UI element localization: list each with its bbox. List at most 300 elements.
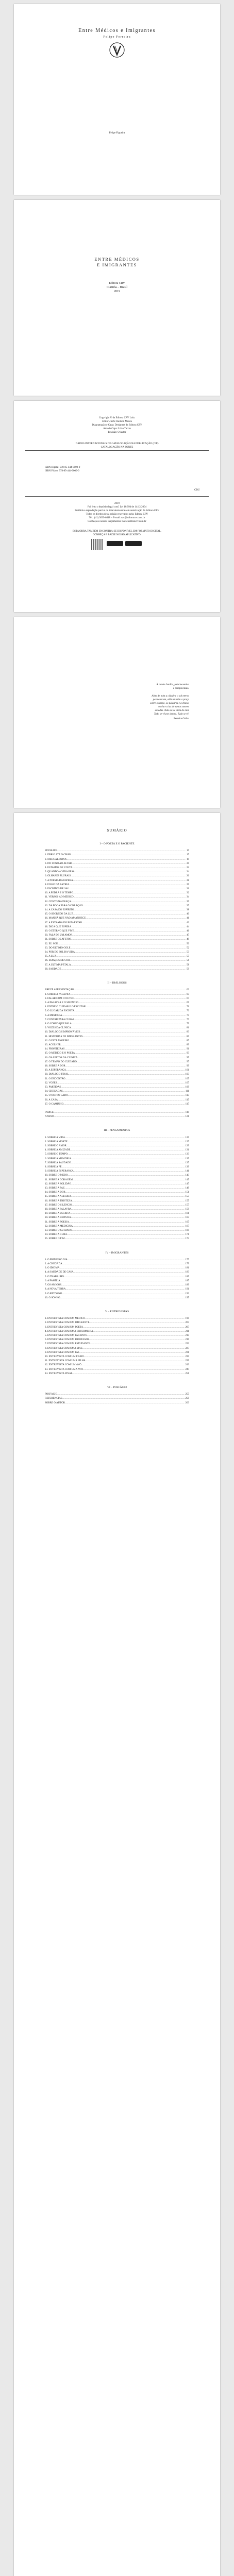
epigraph-line: permanecem, além de mim a praça bbox=[153, 699, 189, 701]
toc-entry bbox=[45, 963, 189, 968]
toc-leader bbox=[73, 1178, 185, 1182]
toc-entry-page: 163 bbox=[185, 1216, 189, 1219]
toc-leader bbox=[71, 1195, 185, 1199]
toc-leader bbox=[72, 1022, 186, 1026]
toc-entry bbox=[45, 1351, 189, 1355]
copyright-line: Arte de Capa: Lívio Tarcio bbox=[103, 428, 131, 430]
toc-entry bbox=[45, 891, 189, 895]
toc-leader bbox=[82, 1347, 185, 1351]
page-half-title bbox=[14, 200, 220, 396]
toc-entry bbox=[45, 1330, 189, 1334]
toc-entry bbox=[45, 879, 189, 883]
toc-entry bbox=[45, 1014, 189, 1018]
toc-entry bbox=[45, 917, 189, 921]
toc-entry bbox=[45, 1270, 189, 1275]
toc-entry bbox=[45, 1086, 189, 1090]
legal-line: Todos os direitos desta edição reservados pela: Editora CRV bbox=[86, 513, 148, 516]
publisher-city: Curitiba – Brasil bbox=[107, 286, 127, 289]
toc-entry-title: 6. A MEMÓRIA bbox=[45, 1014, 62, 1017]
toc-entry-page: 17 bbox=[187, 854, 189, 857]
toc-entry-page: 26 bbox=[187, 875, 189, 878]
toc-entry-page: 31 bbox=[187, 888, 189, 891]
page-copyright bbox=[14, 401, 220, 612]
toc-entry-title: 2. FALAR COM O OUTRO bbox=[45, 997, 74, 1000]
toc-entry bbox=[45, 883, 189, 887]
toc-entry-title: 24. PÔR DO SOL DA VIDA bbox=[45, 951, 75, 954]
toc-leader bbox=[75, 870, 186, 874]
toc-leader bbox=[84, 1355, 185, 1359]
epigraph-block bbox=[150, 694, 189, 721]
toc-entry-title: 21. O ENCONTRO bbox=[45, 1077, 65, 1080]
toc-entry-title: 4. SOBRE A AMIZADE bbox=[45, 1149, 71, 1152]
toc-leader bbox=[86, 1005, 186, 1009]
toc-entry bbox=[45, 1090, 189, 1094]
toc-entry-page: 56 bbox=[187, 959, 189, 962]
toc-entry-title: 10. ENTREVISTA COM UM FILHO bbox=[45, 1355, 84, 1358]
toc-leader bbox=[65, 1077, 185, 1081]
toc-entry bbox=[45, 870, 189, 874]
toc-entry bbox=[45, 1266, 189, 1270]
toc-leader bbox=[69, 1039, 186, 1043]
toc-entry-title: 22. SOBRE A MEDICINA bbox=[45, 1225, 73, 1228]
toc-leader bbox=[58, 942, 186, 946]
toc-entry bbox=[45, 1182, 189, 1187]
toc-leader bbox=[56, 955, 186, 959]
toc-entry bbox=[45, 1221, 189, 1225]
toc-leader bbox=[82, 921, 186, 925]
toc-entry-title: 4. A SAUDADE DE CASA bbox=[45, 1271, 74, 1274]
toc-entry-page: 22 bbox=[187, 867, 189, 870]
toc-entry bbox=[45, 853, 189, 857]
toc-leader bbox=[63, 1103, 184, 1107]
toc-entry bbox=[45, 1326, 189, 1330]
toc-title: SUMÁRIO bbox=[107, 828, 127, 833]
half-title-line2: E IMIGRANTES bbox=[97, 262, 137, 267]
catalog-title: DADOS INTERNACIONAIS DE CATALOGAÇÃO NA PUBLICAÇÃO (CIP) bbox=[75, 443, 159, 445]
toc-entry-page: 151 bbox=[185, 1191, 189, 1194]
toc-entry-title: 20. SOBRE A LEITURA bbox=[45, 1216, 71, 1219]
toc-leader bbox=[75, 1052, 186, 1056]
toc-entry bbox=[45, 1237, 189, 1241]
toc-entry-page: 191 bbox=[185, 1288, 189, 1291]
toc-entry-page: 58 bbox=[187, 963, 189, 967]
toc-leader bbox=[74, 908, 186, 912]
toc-leader bbox=[61, 1086, 184, 1090]
toc-leader bbox=[65, 1191, 185, 1195]
toc-leader bbox=[57, 1081, 185, 1086]
toc-entry bbox=[45, 1187, 189, 1191]
toc-leader bbox=[65, 1064, 186, 1069]
toc-leader bbox=[81, 1363, 185, 1367]
toc-entry-title: 9. VOZES DA CLÍNICA bbox=[45, 1027, 71, 1030]
toc-entry-title: 1. O PRIMEIRO DIA bbox=[45, 1258, 68, 1261]
toc-leader bbox=[93, 1330, 185, 1334]
toc-entry-title: 8. FILHO DA PÁTRIA bbox=[45, 883, 70, 886]
toc-entry-page: 165 bbox=[185, 1221, 189, 1224]
toc-entry bbox=[45, 1035, 189, 1039]
toc-leader bbox=[83, 1368, 184, 1372]
toc-list bbox=[45, 838, 189, 1405]
legal-line: Conheça os nossos lançamentos: www.editoracrv.com.br bbox=[88, 520, 146, 523]
toc-entry bbox=[45, 1287, 189, 1292]
toc-entry-page: 34 bbox=[187, 896, 189, 899]
toc-leader bbox=[62, 1165, 185, 1170]
toc-entry-page: 75 bbox=[187, 1014, 189, 1017]
toc-entry-page: 159 bbox=[185, 1208, 189, 1211]
toc-leader bbox=[72, 1208, 185, 1212]
toc-entry-page: 227 bbox=[185, 1347, 189, 1350]
toc-entry-title: 13. ENTREVISTA COM UMA AVÓ bbox=[45, 1368, 83, 1371]
toc-entry-title: 15. O MÉDICO E O POETA bbox=[45, 1052, 75, 1055]
copyright-line: Copyright © da Editora CRV Ltda. bbox=[99, 417, 135, 419]
toc-entry-page: 24 bbox=[187, 871, 189, 874]
toc-entry-page: 44 bbox=[187, 925, 189, 928]
toc-entry bbox=[45, 866, 189, 870]
toc-leader bbox=[67, 1233, 184, 1237]
toc-entry-title: 11. HISTÓRIAS DE IMIGRANTES bbox=[45, 1035, 83, 1038]
toc-entry-title: 27. O CAMINHO bbox=[45, 1103, 64, 1106]
toc-leader bbox=[74, 895, 186, 900]
toc-entry-page: 203 bbox=[185, 1321, 189, 1325]
book-author: Felipe Ferreira bbox=[103, 35, 131, 39]
toc-leader bbox=[67, 858, 186, 862]
toc-entry bbox=[45, 1094, 189, 1098]
toc-entry bbox=[45, 1161, 189, 1165]
qr-code-icon bbox=[91, 539, 103, 550]
toc-entry-page: 43 bbox=[187, 921, 189, 924]
toc-leader bbox=[74, 929, 186, 934]
toc-entry-title: 22. EU SOU bbox=[45, 942, 58, 945]
toc-entry-title: 1. SOBRE A VIDA bbox=[45, 1136, 65, 1139]
toc-entry-title: 11. SOBRE A CORAGEM bbox=[45, 1178, 73, 1181]
toc-entry-title: 1. ENTREVISTA COM UM MÉDICO bbox=[45, 1317, 86, 1320]
toc-entry bbox=[45, 1026, 189, 1030]
toc-entry bbox=[45, 1039, 189, 1043]
toc-leader bbox=[57, 849, 186, 853]
toc-entry-page: 185 bbox=[185, 1275, 189, 1278]
publisher-logo-icon bbox=[109, 41, 125, 59]
toc-entry bbox=[45, 1262, 189, 1266]
toc-entry-title: 10. DIÁLOGOS IMPROVÁVEIS bbox=[45, 1031, 80, 1034]
toc-entry-page: 46 bbox=[187, 930, 189, 933]
toc-entry-page: 29 bbox=[187, 883, 189, 886]
toc-leader bbox=[77, 1056, 186, 1060]
legal-line: 2019 bbox=[114, 502, 120, 505]
toc-leader bbox=[62, 1262, 185, 1266]
toc-entry-page: 181 bbox=[185, 1267, 189, 1270]
toc-entry bbox=[45, 1208, 189, 1212]
dedication-line: À minha família, pelo incentivo bbox=[156, 684, 189, 686]
toc-entry-page: 161 bbox=[185, 1212, 189, 1215]
toc-leader bbox=[64, 1047, 186, 1052]
toc-leader bbox=[68, 1174, 184, 1178]
toc-entry-page: 67 bbox=[187, 997, 189, 1000]
toc-entry bbox=[45, 1136, 189, 1140]
toc-entry-title: EPÍGRAFE bbox=[45, 850, 57, 853]
toc-entry-title: 24. SOBRE A CURA bbox=[45, 1233, 68, 1236]
toc-entry-page: 155 bbox=[185, 1199, 189, 1202]
toc-leader bbox=[74, 1270, 185, 1275]
toc-entry bbox=[45, 968, 189, 972]
toc-entry-title: 17. O TEMPO DO CUIDADO bbox=[45, 1060, 77, 1063]
toc-leader bbox=[59, 1266, 184, 1270]
toc-entry-title: 20. DIÁLOGO FINAL bbox=[45, 1073, 69, 1076]
epigraph-source: Ferreira Gullar bbox=[174, 718, 189, 720]
toc-entry bbox=[45, 1073, 189, 1077]
toc-entry bbox=[45, 1283, 189, 1287]
toc-entry-title: 13. SOBRE A PAZ bbox=[45, 1187, 65, 1190]
toc-entry bbox=[45, 858, 189, 862]
toc-entry-title: 13. DA BOCA PARA O CORAÇÃO bbox=[45, 904, 83, 907]
toc-entry-page: 259 bbox=[185, 1397, 189, 1400]
toc-entry bbox=[45, 1001, 189, 1005]
cdu-label: CDU bbox=[194, 489, 200, 492]
toc-entry-page: 28 bbox=[187, 879, 189, 882]
toc-entry-title: 23. PARTIDAS bbox=[45, 1086, 61, 1089]
toc-entry-title: 3. SOBRE O AMOR bbox=[45, 1145, 66, 1147]
toc-entry-title: 2. MEUS ALENTOS bbox=[45, 858, 67, 861]
toc-leader bbox=[82, 1035, 186, 1039]
toc-entry bbox=[45, 1052, 189, 1056]
footer-author: Felipe Figueira bbox=[109, 132, 125, 134]
toc-leader bbox=[68, 1094, 185, 1098]
toc-entry bbox=[45, 1372, 189, 1376]
toc-entry-title: 20. FALA DE UM AMOR bbox=[45, 934, 73, 937]
toc-leader bbox=[72, 1199, 185, 1204]
toc-entry bbox=[45, 912, 189, 917]
toc-entry bbox=[45, 942, 189, 946]
toc-entry-page: 79 bbox=[187, 1022, 189, 1025]
toc-entry-title: 25. SOBRE O FIM bbox=[45, 1238, 65, 1241]
toc-leader bbox=[72, 1204, 185, 1208]
toc-part5-list bbox=[45, 1317, 189, 1376]
toc-leader bbox=[73, 879, 186, 883]
toc-leader bbox=[65, 1287, 184, 1292]
toc-entry-title: BREVE APRESENTAÇÃO bbox=[45, 989, 74, 992]
toc-leader bbox=[71, 963, 186, 968]
toc-leader bbox=[60, 1279, 185, 1283]
toc-leader bbox=[71, 1026, 186, 1030]
toc-entry bbox=[45, 1165, 189, 1170]
toc-entry-page: 199 bbox=[185, 1317, 189, 1320]
toc-entry-title: 14. ENTREVISTA FINAL bbox=[45, 1372, 73, 1375]
toc-entry-title: 26. A CASA bbox=[45, 1098, 58, 1101]
toc-entry-page: 87 bbox=[187, 1039, 189, 1042]
toc-leader bbox=[61, 1283, 184, 1287]
toc-entry bbox=[45, 1195, 189, 1199]
toc-entry bbox=[45, 887, 189, 891]
toc-leader bbox=[86, 917, 186, 921]
toc-leader bbox=[68, 1258, 185, 1262]
toc-entry bbox=[45, 1368, 189, 1372]
toc-entry-page: 69 bbox=[187, 1001, 189, 1004]
toc-leader bbox=[65, 1237, 185, 1241]
toc-leader bbox=[71, 1182, 184, 1187]
toc-entry-title: 7. A POESIA DA ESPERA bbox=[45, 879, 73, 882]
toc-leader bbox=[72, 862, 186, 866]
toc-entry-title: 6. SOBRE A MEMÓRIA bbox=[45, 1157, 71, 1160]
toc-entry-title: 10. O SONHO bbox=[45, 1296, 60, 1299]
toc-leader bbox=[83, 904, 186, 908]
toc-entry-page: 187 bbox=[185, 1279, 189, 1282]
toc-part-heading: III – PENSAMENTOS bbox=[104, 1129, 130, 1132]
toc-entry bbox=[45, 946, 189, 951]
toc-entry-page: 239 bbox=[185, 1360, 189, 1363]
toc-entry bbox=[45, 1401, 189, 1405]
toc-entry bbox=[45, 1098, 189, 1103]
toc-entry bbox=[45, 1355, 189, 1359]
toc-entry-page: 49 bbox=[187, 938, 189, 941]
toc-entry-title: 5. O LUGAR DA ESCRITA bbox=[45, 1010, 74, 1013]
toc-entry-page: 195 bbox=[185, 1296, 189, 1299]
toc-entry-page: 107 bbox=[185, 1081, 189, 1084]
toc-entry-page: 20 bbox=[187, 862, 189, 865]
toc-entry-page: 139 bbox=[185, 1166, 189, 1169]
toc-part6-list bbox=[45, 1393, 189, 1405]
toc-leader bbox=[71, 938, 186, 942]
dedication-line: e compreensão. bbox=[173, 687, 189, 690]
toc-entry bbox=[45, 929, 189, 934]
toc-leader bbox=[79, 1351, 185, 1355]
toc-leader bbox=[73, 1225, 184, 1229]
toc-entry-title: 3. O IDIOMA bbox=[45, 1267, 60, 1270]
copyright-block bbox=[14, 416, 220, 434]
toc-entry bbox=[45, 1115, 189, 1119]
toc-entry-title: 9. O RETORNO bbox=[45, 1292, 62, 1295]
toc-entry-page: 173 bbox=[185, 1238, 189, 1241]
toc-entry-page: 53 bbox=[187, 951, 189, 954]
toc-leader bbox=[89, 1321, 184, 1325]
toc-entry bbox=[45, 1103, 189, 1107]
toc-entry bbox=[45, 951, 189, 955]
toc-entry bbox=[45, 1140, 189, 1144]
toc-entry-title: 19. O ETERNO QUE VIVE bbox=[45, 930, 74, 933]
toc-entry-page: 19 bbox=[187, 858, 189, 861]
toc-entry-page: 189 bbox=[185, 1284, 189, 1287]
toc-entry-title: 15. O SEGREDO DA LUZ bbox=[45, 913, 73, 916]
toc-leader bbox=[75, 1018, 186, 1022]
toc-entry-title: 14. SOBRE A DOR bbox=[45, 1191, 65, 1194]
toc-part1-list bbox=[45, 849, 189, 972]
toc-entry-title: 11. ENTREVISTA COM UMA FILHA bbox=[45, 1360, 86, 1363]
toc-leader bbox=[71, 1212, 185, 1216]
toc-entry bbox=[45, 1338, 189, 1342]
toc-entry-page: 153 bbox=[185, 1195, 189, 1198]
toc-leader bbox=[54, 1111, 185, 1115]
toc-entry bbox=[45, 1077, 189, 1081]
page-title-page bbox=[14, 4, 220, 195]
toc-entry bbox=[45, 1279, 189, 1283]
toc-entry-title: ANEXO bbox=[45, 1115, 54, 1118]
toc-entry-page: 121 bbox=[185, 1115, 189, 1118]
toc-entry-title: 2. A CHEGADA bbox=[45, 1263, 62, 1266]
toc-entry-title: 1. SOBRE A PALAVRA bbox=[45, 993, 71, 996]
app-store-badge-icon bbox=[107, 541, 123, 546]
toc-entry-title: 7. ENTREVISTA COM UM ESTUDANTE bbox=[45, 1343, 90, 1346]
toc-entry bbox=[45, 1363, 189, 1367]
toc-entry-page: 93 bbox=[187, 1052, 189, 1055]
toc-leader bbox=[70, 1148, 184, 1153]
google-play-badge-icon bbox=[125, 541, 142, 546]
toc-entry bbox=[45, 1178, 189, 1182]
toc-entry-title: 9. ENTREVISTA COM UM PAI bbox=[45, 1351, 79, 1354]
toc-entry-title: 2. ENTREVISTA COM UM IMIGRANTE bbox=[45, 1321, 90, 1325]
toc-entry bbox=[45, 1225, 189, 1229]
toc-entry bbox=[45, 938, 189, 942]
catalog-subtitle: CATALOGAÇÃO NA FONTE bbox=[101, 446, 133, 449]
toc-entry-title: 15. SOBRE A ALEGRIA bbox=[45, 1195, 71, 1198]
toc-leader bbox=[68, 1140, 185, 1144]
toc-entry-title: 13. ACOLHER bbox=[45, 1043, 61, 1046]
toc-entry-page: 55 bbox=[187, 955, 189, 958]
toc-leader bbox=[61, 968, 186, 972]
toc-leader bbox=[65, 1401, 184, 1405]
toc-entry-page: 99 bbox=[187, 1064, 189, 1067]
toc-entry-title: 2. SOBRE A MORTE bbox=[45, 1140, 68, 1143]
toc-entry bbox=[45, 908, 189, 912]
toc-leader bbox=[69, 887, 186, 891]
toc-entry-title: 28. SAUDADE bbox=[45, 968, 61, 971]
toc-entry bbox=[45, 1056, 189, 1060]
toc-entry-page: 35 bbox=[187, 900, 189, 903]
toc-entry-page: 101 bbox=[185, 1069, 189, 1072]
toc-entry-title: 14. FRONTEIRAS bbox=[45, 1048, 65, 1051]
toc-entry-page: 145 bbox=[185, 1178, 189, 1181]
toc-leader bbox=[68, 1153, 184, 1157]
toc-entry-title: 21. SOBRE OS AFETOS bbox=[45, 938, 72, 941]
toc-entry-title: 5. QUANDO A VIDA PESA bbox=[45, 871, 75, 874]
toc-entry bbox=[45, 1153, 189, 1157]
toc-leader bbox=[54, 1115, 185, 1119]
toc-entry-page: 243 bbox=[185, 1364, 189, 1367]
toc-leader bbox=[70, 993, 186, 997]
toc-entry-title: 8. ENTREVISTA COM UMA MÃE bbox=[45, 1347, 82, 1350]
publisher-name: Editora CRV bbox=[109, 282, 125, 285]
toc-entry-page: 131 bbox=[185, 1149, 189, 1152]
toc-part3-list bbox=[45, 1136, 189, 1242]
toc-entry-title: 7. OS AMIGOS bbox=[45, 1284, 62, 1287]
toc-leader bbox=[74, 1009, 186, 1013]
toc-entry bbox=[45, 1199, 189, 1204]
toc-entry-title: 16. MANHÃ QUE NÃO AMANHECE bbox=[45, 917, 86, 920]
toc-entry bbox=[45, 1296, 189, 1300]
toc-entry-title: 10. SOBRE O MEDO bbox=[45, 1174, 68, 1177]
toc-entry bbox=[45, 1317, 189, 1321]
toc-leader bbox=[70, 959, 186, 963]
toc-leader bbox=[87, 1334, 184, 1338]
toc-entry bbox=[45, 1064, 189, 1069]
toc-entry bbox=[45, 1081, 189, 1086]
toc-entry-title: 27. A ÚLTIMA PÉTALA bbox=[45, 963, 71, 967]
copyright-line: Diagramação e Capa: Designers da Editora CRV bbox=[92, 424, 142, 427]
toc-entry-page: 103 bbox=[185, 1073, 189, 1076]
copyright-line: Editor-chefe: Railson Moura bbox=[102, 420, 132, 423]
toc-entry-page: 147 bbox=[185, 1182, 189, 1185]
toc-entry-title: 6. A FAMÍLIA bbox=[45, 1279, 60, 1282]
toc-leader bbox=[57, 1393, 184, 1397]
toc-entry bbox=[45, 959, 189, 963]
toc-entry-title: 12. CONTO NA PRAÇA bbox=[45, 900, 71, 903]
toc-entry-page: 71 bbox=[187, 1006, 189, 1009]
toc-entry bbox=[45, 895, 189, 900]
toc-entry-title: 18. SOBRE A DOR bbox=[45, 1064, 65, 1067]
toc-entry-page: 251 bbox=[185, 1372, 189, 1375]
toc-entry-page: 133 bbox=[185, 1153, 189, 1156]
toc-leader bbox=[71, 1216, 185, 1220]
toc-entry-page: 38 bbox=[187, 909, 189, 912]
toc-entry-page: 143 bbox=[185, 1174, 189, 1177]
toc-entry bbox=[45, 862, 189, 866]
